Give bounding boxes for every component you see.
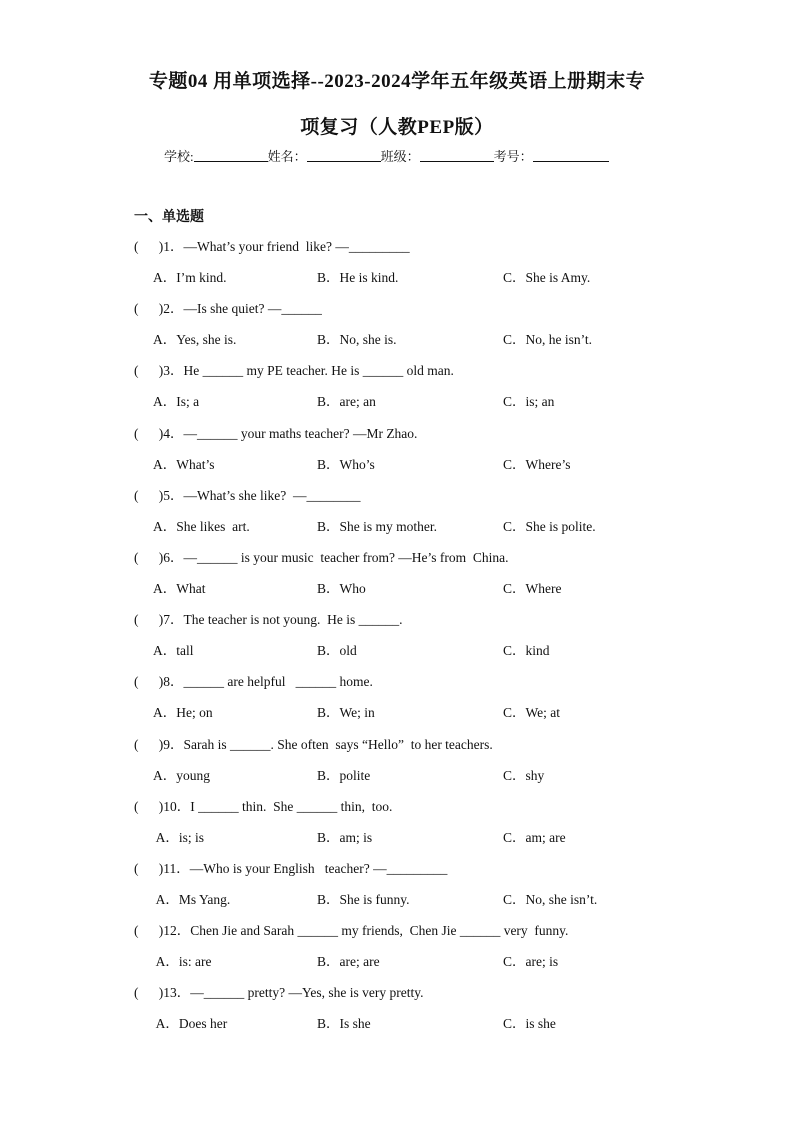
option-c[interactable]: C．are; is bbox=[503, 954, 559, 969]
name-blank[interactable] bbox=[307, 149, 381, 162]
option-c[interactable]: C．She is Amy. bbox=[503, 270, 591, 285]
exam-number-blank[interactable] bbox=[533, 149, 609, 162]
option-a[interactable]: A．Ms Yang. bbox=[153, 892, 231, 907]
class-blank[interactable] bbox=[420, 149, 494, 162]
question-stem: ( )11．—Who is your English teacher? —_________ bbox=[134, 861, 448, 876]
page-title-line2: 项复习（人教PEP版） bbox=[300, 117, 494, 138]
option-c[interactable]: C．Where bbox=[503, 581, 562, 596]
option-c[interactable]: C．kind bbox=[503, 643, 550, 658]
option-b[interactable]: B．No, she is. bbox=[317, 332, 397, 347]
option-b[interactable]: B．polite bbox=[317, 768, 371, 783]
option-b[interactable]: B．She is funny. bbox=[317, 892, 410, 907]
question-stem: ( )3．He ______ my PE teacher. He is ______ old man. bbox=[134, 363, 454, 378]
school-blank[interactable] bbox=[194, 149, 268, 162]
option-a[interactable]: A．What’s bbox=[153, 457, 215, 472]
option-b[interactable]: B．Is she bbox=[317, 1016, 371, 1031]
option-b[interactable]: B．are; an bbox=[317, 394, 376, 409]
section-title: 一、单选题 bbox=[134, 210, 204, 225]
question-stem: ( )2．—Is she quiet? —______ bbox=[134, 301, 322, 316]
question-stem: ( )5．—What’s she like? —________ bbox=[134, 488, 361, 503]
question-stem: ( )12．Chen Jie and Sarah ______ my friends, Chen Jie ______ very funny. bbox=[134, 923, 569, 938]
question-stem: ( )6．—______ is your music teacher from? —He’s from China. bbox=[134, 550, 509, 565]
option-a[interactable]: A．I’m kind. bbox=[153, 270, 227, 285]
option-c[interactable]: C．is; an bbox=[503, 394, 555, 409]
student-info-row bbox=[164, 146, 609, 165]
option-c[interactable]: C．Where’s bbox=[503, 457, 571, 472]
school-label: 学校: bbox=[164, 149, 194, 164]
option-c[interactable]: C．shy bbox=[503, 768, 545, 783]
option-b[interactable]: B．are; are bbox=[317, 954, 380, 969]
option-b[interactable]: B．Who bbox=[317, 581, 366, 596]
option-c[interactable]: C．is she bbox=[503, 1016, 556, 1031]
option-b[interactable]: B．He is kind. bbox=[317, 270, 399, 285]
question-stem: ( )4．—______ your maths teacher? —Mr Zhao. bbox=[134, 426, 418, 441]
question-stem: ( )9．Sarah is ______. She often says “Hello” to her teachers. bbox=[134, 737, 493, 752]
exam-number-label: 考号： bbox=[493, 149, 533, 164]
option-c[interactable]: C．We; at bbox=[503, 705, 561, 720]
option-a[interactable]: A．is: are bbox=[153, 954, 212, 969]
option-c[interactable]: C．She is polite. bbox=[503, 519, 596, 534]
option-c[interactable]: C．am; are bbox=[503, 830, 566, 845]
option-a[interactable]: A．is; is bbox=[153, 830, 205, 845]
option-b[interactable]: B．She is my mother. bbox=[317, 519, 438, 534]
option-a[interactable]: A．Is; a bbox=[153, 394, 200, 409]
option-a[interactable]: A．Yes, she is. bbox=[153, 332, 237, 347]
question-stem: ( )10．I ______ thin. She ______ thin, too. bbox=[134, 799, 393, 814]
option-c[interactable]: C．No, she isn’t. bbox=[503, 892, 598, 907]
option-a[interactable]: A．Does her bbox=[153, 1016, 228, 1031]
option-a[interactable]: A．She likes art. bbox=[153, 519, 250, 534]
option-a[interactable]: A．What bbox=[153, 581, 206, 596]
option-b[interactable]: B．am; is bbox=[317, 830, 373, 845]
question-stem: ( )7．The teacher is not young. He is ______. bbox=[134, 612, 403, 627]
name-label: 姓名： bbox=[267, 149, 307, 164]
page-title-line1: 专题04 用单项选择--2023-2024学年五年级英语上册期末专 bbox=[148, 71, 646, 92]
option-a[interactable]: A．He; on bbox=[153, 705, 213, 720]
option-b[interactable]: B．old bbox=[317, 643, 357, 658]
question-stem: ( )13．—______ pretty? —Yes, she is very pretty. bbox=[134, 985, 424, 1000]
option-c[interactable]: C．No, he isn’t. bbox=[503, 332, 593, 347]
option-b[interactable]: B．We; in bbox=[317, 705, 375, 720]
question-stem: ( )1．—What’s your friend like? —_________ bbox=[134, 239, 410, 254]
question-stem: ( )8．______ are helpful ______ home. bbox=[134, 674, 373, 689]
option-b[interactable]: B．Who’s bbox=[317, 457, 375, 472]
option-a[interactable]: A．young bbox=[153, 768, 210, 783]
option-a[interactable]: A．tall bbox=[153, 643, 194, 658]
class-label: 班级： bbox=[380, 149, 420, 164]
